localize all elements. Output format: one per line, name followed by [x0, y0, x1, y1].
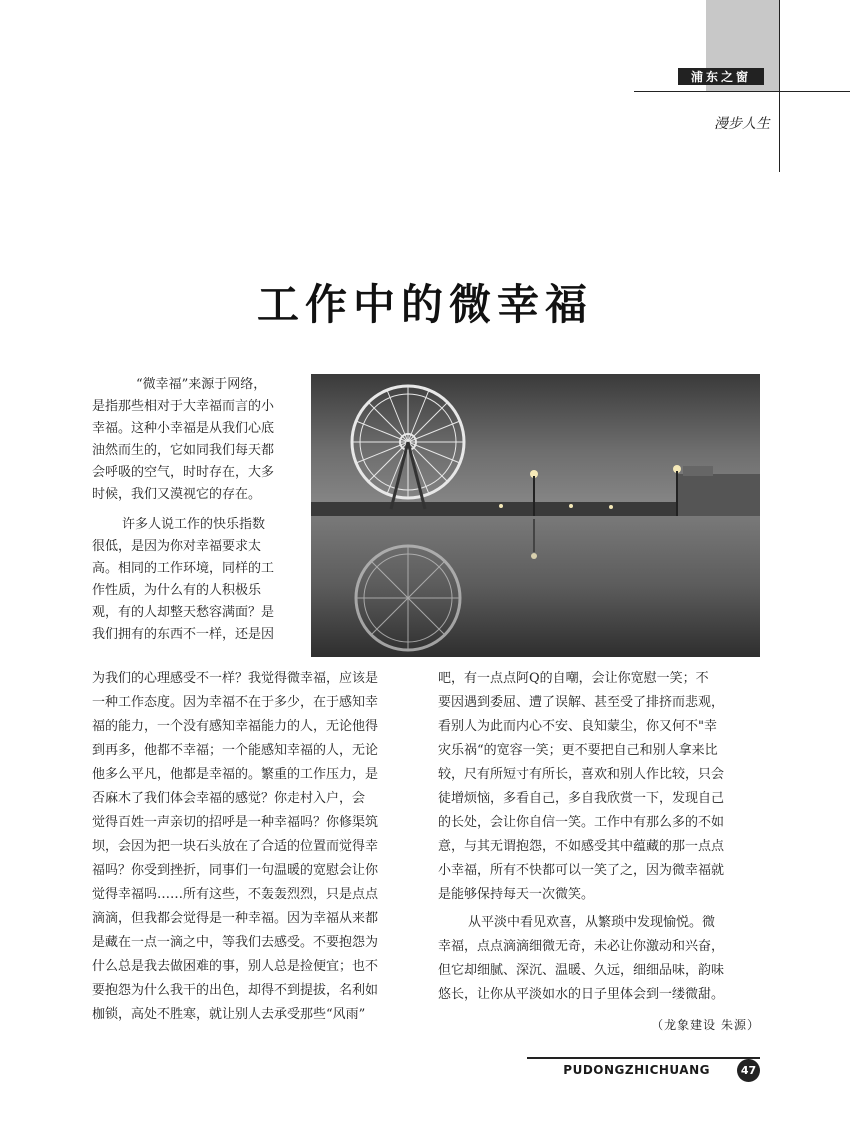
section-name: 漫步人生	[714, 116, 770, 132]
author-credit: （龙象建设 朱源）	[651, 1018, 760, 1032]
text-line: 枷锁，高处不胜寒，就让别人去承受那些“风雨”	[92, 1007, 366, 1022]
text-line: 很低，是因为你对幸福要求太	[92, 539, 262, 554]
text-line: 福吗？你受到挫折，同事们一句温暖的宽慰会让你	[92, 863, 379, 878]
footer-brand: PUDONGZHICHUANG	[563, 1063, 710, 1077]
text-line: 是能够保持每天一次微笑。	[438, 887, 595, 902]
text-line: 油然而生的，它如同我们每天都	[92, 443, 275, 458]
text-line: 但它却细腻、深沉、温暖、久远，细细品味，韵味	[438, 963, 725, 978]
text-line: 吧，有一点点阿Q的自嘲，会让你宽慰一笑；不	[438, 671, 709, 686]
text-line: 小幸福，所有不快都可以一笑了之，因为微幸福就	[438, 863, 725, 878]
header-vertical-rule	[779, 0, 780, 172]
text-line: 观，有的人却整天愁容满面？是	[92, 605, 275, 620]
text-line: 一种工作态度。因为幸福不在于多少，在于感知幸	[92, 695, 379, 710]
text-line: 会呼吸的空气，时时存在，大多	[92, 465, 275, 480]
text-line: 徒增烦恼，多看自己，多自我欣赏一下，发现自己	[438, 791, 725, 806]
text-line: 觉得百姓一声亲切的招呼是一种幸福吗？你修渠筑	[92, 815, 379, 830]
text-line: 是藏在一点一滴之中，等我们去感受。不要抱怨为	[92, 935, 379, 950]
text-line: 悠长，让你从平淡如水的日子里体会到一缕微甜。	[438, 987, 725, 1002]
ferris-wheel-photo	[311, 374, 760, 657]
text-line: 许多人说工作的快乐指数	[122, 517, 266, 532]
header-horizontal-rule	[634, 91, 850, 92]
text-line: 到再多，他都不幸福；一个能感知幸福的人，无论	[92, 743, 379, 758]
text-line: 看别人为此而内心不安、良知蒙尘，你又何不"幸	[438, 719, 717, 734]
text-line: 从平淡中看见欢喜，从繁琐中发现愉悦。微	[468, 915, 716, 930]
text-line: 灾乐祸“的宽容一笑；更不要把自己和别人拿来比	[438, 743, 718, 758]
text-line: 为我们的心理感受不一样？我觉得微幸福，应该是	[92, 671, 379, 686]
text-line: 的长处，会让你自信一笑。工作中有那么多的不如	[438, 815, 725, 830]
text-line: 高。相同的工作环境，同样的工	[92, 561, 275, 576]
footer-rule	[527, 1057, 760, 1059]
text-line: 我们拥有的东西不一样，还是因	[92, 627, 275, 642]
text-line: 时候，我们又漠视它的存在。	[92, 487, 262, 502]
text-line: 滴滴，但我都会觉得是一种幸福。因为幸福从来都	[92, 911, 379, 926]
article-title: 工作中的微幸福	[256, 280, 593, 329]
text-line: 意，与其无谓抱怨，不如感受其中蕴藏的那一点点	[438, 839, 725, 854]
text-line: 要抱怨为什么我干的出色，却得不到提拔，名利如	[92, 983, 379, 998]
text-line: 否麻木了我们体会幸福的感觉？你走村入户，会	[92, 791, 366, 806]
text-line: 他多么平凡，他都是幸福的。繁重的工作压力，是	[92, 767, 379, 782]
text-line: 觉得幸福吗……所有这些，不轰轰烈烈，只是点点	[92, 887, 379, 902]
text-line: 福的能力，一个没有感知幸福能力的人，无论他得	[92, 719, 379, 734]
text-line: 是指那些相对于大幸福而言的小	[92, 399, 275, 414]
text-line: 坝，会因为把一块石头放在了合适的位置而觉得幸	[92, 839, 379, 854]
text-line: 什么总是我去做困难的事，别人总是捡便宜；也不	[92, 959, 379, 974]
magazine-brand-badge: 浦东之窗	[678, 68, 764, 85]
text-line: 作性质，为什么有的人积极乐	[92, 583, 262, 598]
text-line: 幸福。这种小幸福是从我们心底	[92, 421, 275, 436]
page-number: 47	[737, 1059, 760, 1082]
text-line: 较，尺有所短寸有所长，喜欢和别人作比较，只会	[438, 767, 725, 782]
text-line: 要因遇到委屈、遭了误解、甚至受了排挤而悲观，	[438, 695, 725, 710]
text-line: “微幸福”来源于网络，	[136, 377, 267, 392]
text-line: 幸福，点点滴滴细微无奇，未必让你激动和兴奋，	[438, 939, 725, 954]
